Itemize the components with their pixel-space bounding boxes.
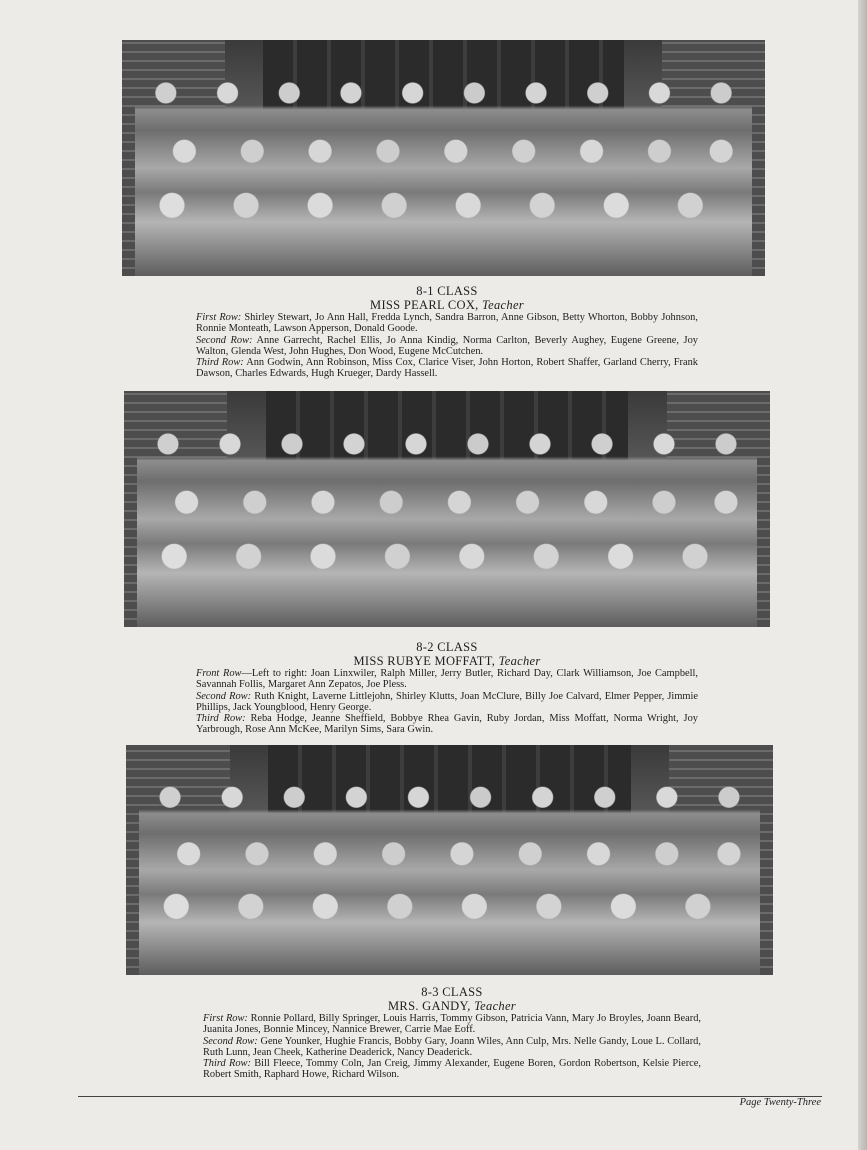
row-label: Front Row [196,668,242,679]
class-title: 8-1 CLASS [416,284,478,298]
row-names [196,357,698,380]
row-names [196,668,698,691]
row-names [196,713,698,736]
caption-8-3 [203,985,701,1081]
row-text: Bill Fleece, Tommy Coln, Jan Creig, Jimmy Alexander, Eugene Boren, Gordon Robertson, Kelsie Pierce, Robert Smith, Raphard Howe, Richard Wilson. [203,1058,701,1081]
footer-rule [78,1096,822,1097]
row-label: Second Row: [196,334,253,346]
teacher-line [196,298,698,312]
class-photo-8-1 [122,40,765,276]
class-title: 8-3 CLASS [421,985,483,999]
teacher-name: MISS RUBYE MOFFATT, [353,654,496,668]
teacher-line [203,999,701,1013]
row-text: Shirley Stewart, Jo Ann Hall, Fredda Lynch, Sandra Barron, Anne Gibson, Betty Whorton, Bobby Johnson, Ronnie Monteath, Lawson Apperson, Donald Goode. [196,312,698,335]
class-photo-8-3 [126,745,773,975]
row-label: Second Row: [203,1035,258,1047]
teacher-role: Teacher [498,654,541,668]
row-names [203,1013,701,1036]
row-names [203,1036,701,1059]
row-text: Anne Garrecht, Rachel Ellis, Jo Anna Kindig, Norma Carlton, Beverly Aughey, Eugene Greene, Joy Walton, Glenda West, John Hughes, Don Wood, Eugene McCutchen. [196,334,698,357]
row-text: Ronnie Pollard, Billy Springer, Louis Harris, Tommy Gibson, Patricia Vann, Mary Jo Broyles, Joann Beard, Juanita Jones, Bonnie Mincey, Nannice Brewer, Carrie Mae Eoff. [203,1013,701,1036]
teacher-role: Teacher [474,999,516,1013]
class-photo-8-2 [124,391,770,627]
teacher-name: MRS. GANDY, [388,999,471,1013]
row-text: Ruth Knight, Laverne Littlejohn, Shirley Klutts, Joan McClure, Billy Joe Calvard, Elmer Pepper, Jimmie Phillips, Jack Youngblood, Henry George. [196,690,698,713]
row-text: Ann Godwin, Ann Robinson, Miss Cox, Clarice Viser, John Horton, Robert Shaffer, Garland Cherry, Frank Dawson, Charles Edwards, Hugh Krueger, Dardy Hassell. [196,357,698,380]
row-text: Gene Younker, Hughie Francis, Bobby Gary, Joann Wiles, Ann Culp, Mrs. Nelle Gandy, Loue L. Collard, Ruth Lunn, Jean Cheek, Katherine Deaderick, Nancy Deaderick. [203,1035,701,1058]
caption-8-1 [196,284,698,380]
row-label: First Row: [196,312,242,323]
teacher-role: Teacher [482,298,524,312]
row-label: Third Row: [203,1058,251,1070]
class-title: 8-2 CLASS [416,640,478,654]
row-text: —Left to right: Joan Linxwiler, Ralph Miller, Jerry Butler, Richard Day, Clark Williamson, Joe Campbell, Savannah Follis, Margaret Ann Zepatos, Joe Pless. [196,668,698,691]
row-label: Second Row: [196,690,252,702]
page-number: Page Twenty-Three [739,1097,821,1108]
row-label: Third Row: [196,713,246,725]
row-names [203,1058,701,1081]
row-label: First Row: [203,1013,248,1024]
row-text: Reba Hodge, Jeanne Sheffield, Bobbye Rhea Gavin, Ruby Jordan, Miss Moffatt, Norma Wright, Joy Yarbrough, Rose Ann McKee, Marilyn Sims, Sara Gwin. [196,713,698,736]
row-label: Third Row: [196,357,244,369]
page-edge-shadow [858,0,867,1150]
row-names [196,335,698,358]
caption-8-2 [196,640,698,736]
row-names [196,312,698,335]
teacher-name: MISS PEARL COX, [370,298,479,312]
row-names [196,691,698,714]
teacher-line [196,654,698,668]
